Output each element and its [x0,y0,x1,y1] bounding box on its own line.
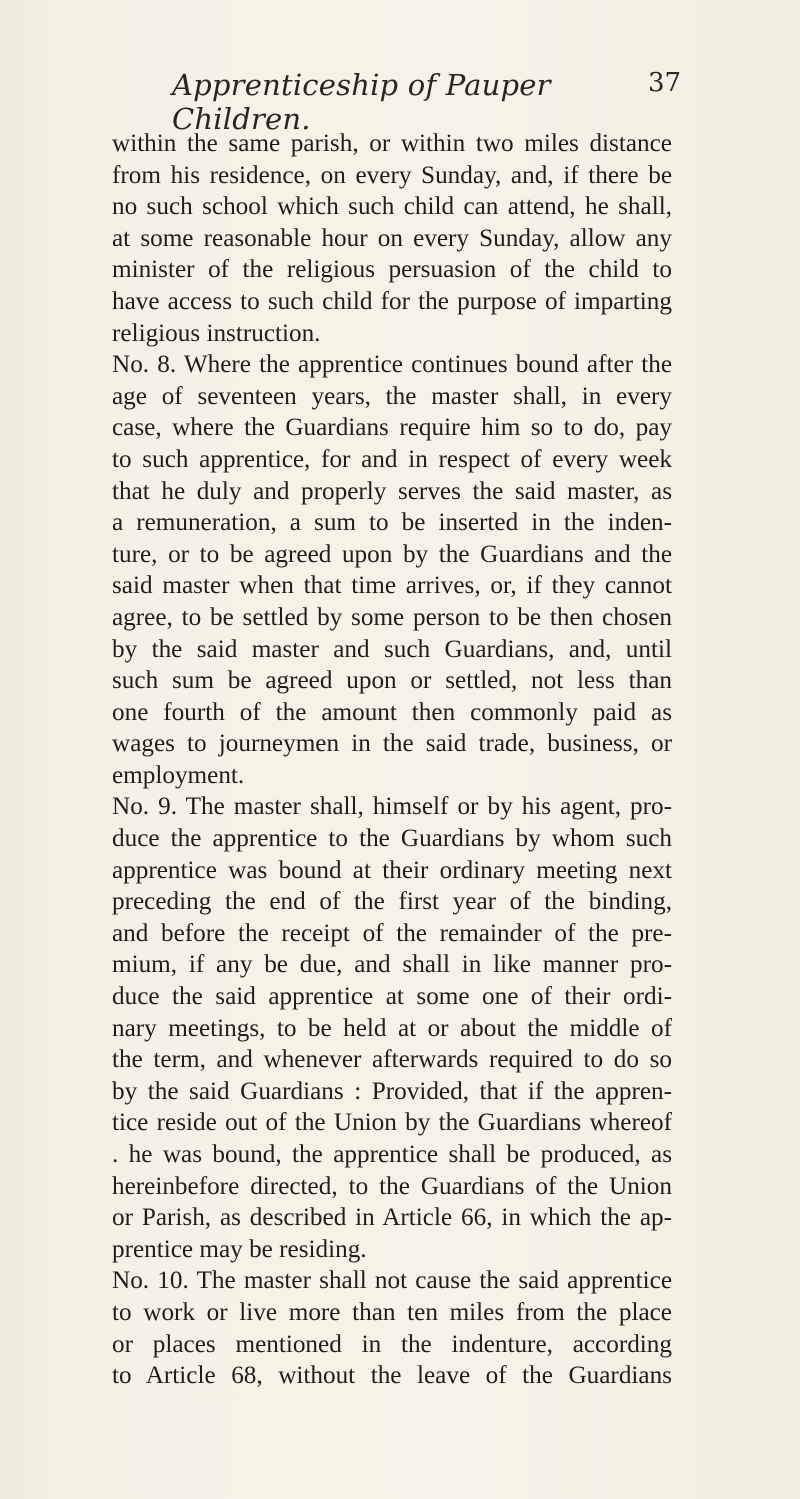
text-line: have access to such child for the purpose of imparting [112,287,672,315]
text-line: apprentice was bound at their ordinary meeting next [112,856,672,884]
text-line: agree, to be settled by some person to be then chosen [112,603,672,631]
running-title: Apprenticeship of Pauper Children. [172,68,551,136]
text-line: ture, or to be agreed upon by the Guardians and the [112,540,672,568]
text-line: duce the apprentice to the Guardians by whom such [112,825,672,853]
text-line: at some reasonable hour on every Sunday, allow any [112,224,672,252]
text-line: wages to journeymen in the said trade, business, or [112,730,672,758]
text-line: one fourth of the amount then commonly paid as [112,698,672,726]
page-number: 37 [648,68,682,98]
text-line: No. 10. The master shall not cause the said apprentice [112,1267,672,1295]
text-line: mium, if any be due, and shall in like manner pro- [112,951,672,979]
text-line: case, where the Guardians require him so to do, pay [112,414,672,442]
text-line: No. 9. The master shall, himself or by his agent, pro- [112,793,672,821]
body-text [112,128,672,1392]
text-line: or Parish, as described in Article 66, in which the ap- [112,1204,672,1232]
text-line: preceding the end of the first year of the binding, [112,888,672,916]
text-line: or places mentioned in the indenture, according [112,1330,672,1358]
text-line: to work or live more than ten miles from the place [112,1298,672,1326]
text-line: hereinbefore directed, to the Guardians of the Union [112,1172,672,1200]
text-line: a remuneration, a sum to be inserted in the inden- [112,509,672,537]
text-line: no such school which such child can attend, he shall, [112,193,672,221]
text-line: duce the said apprentice at some one of their ordi- [112,983,672,1011]
text-line: and before the receipt of the remainder of the pre- [112,919,672,947]
text-line: by the said master and such Guardians, and, until [112,635,672,663]
text-line: the term, and whenever afterwards required to do so [112,1046,672,1074]
text-line: that he duly and properly serves the said master, as [112,477,672,505]
text-line: by the said Guardians : Provided, that if the appren- [112,1077,672,1105]
text-line: to Article 68, without the leave of the Guardians [112,1362,672,1390]
text-line: such sum be agreed upon or settled, not less than [112,667,672,695]
text-line: religious instruction. [112,319,321,347]
text-line: tice reside out of the Union by the Guardians whereof [112,1109,672,1137]
text-line: from his residence, on every Sunday, and, if there be [112,161,672,189]
text-line: nary meetings, to be held at or about the middle of [112,1014,672,1042]
text-line: minister of the religious persuasion of the child to [112,256,672,284]
text-line: to such apprentice, for and in respect of every week [112,445,672,473]
text-line: age of seventeen years, the master shall, in every [112,382,672,410]
text-line: employment. [112,761,245,789]
text-line: prentice may be residing. [112,1235,367,1263]
text-line: within the same parish, or within two miles distance [112,130,672,157]
text-line: . he was bound, the apprentice shall be produced, as [112,1141,672,1168]
text-line: said master when that time arrives, or, if they cannot [112,572,672,600]
text-line: No. 8. Where the apprentice continues bound after the [112,351,672,379]
